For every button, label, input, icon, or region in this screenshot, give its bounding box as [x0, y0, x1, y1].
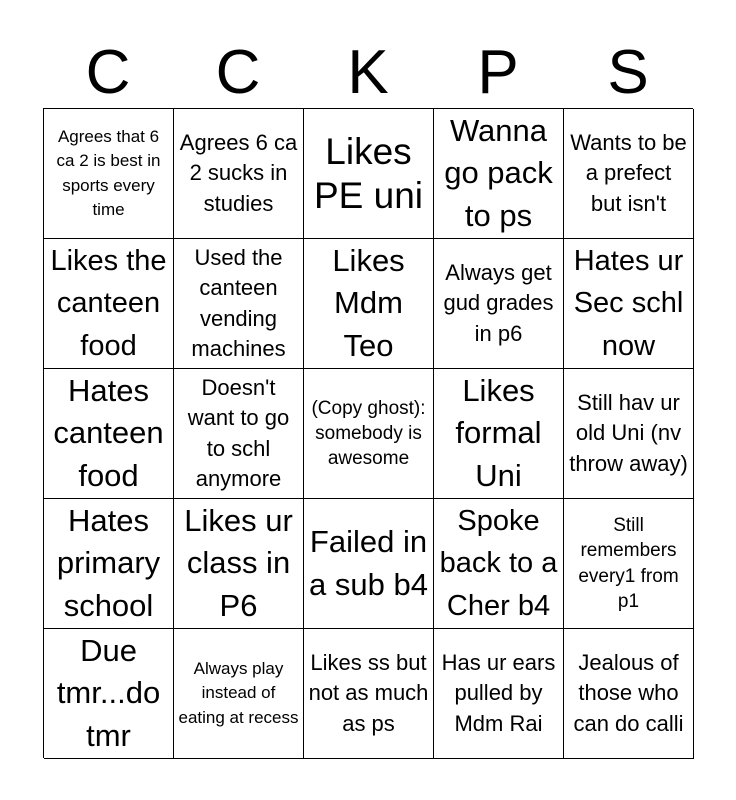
bingo-header: [43, 38, 693, 108]
bingo-cell[interactable]: [304, 369, 434, 499]
header-letter-3: K: [347, 38, 389, 107]
bingo-cell[interactable]: [434, 629, 564, 759]
cell-text: Always play instead of eating at recess: [178, 659, 299, 727]
bingo-cell[interactable]: [564, 239, 694, 369]
bingo-cell[interactable]: [174, 629, 304, 759]
bingo-cell[interactable]: [174, 109, 304, 239]
cell-text: Agrees 6 ca 2 sucks in studies: [179, 129, 298, 216]
cell-text: Hates ur Sec schl now: [573, 245, 684, 362]
bingo-cell[interactable]: [564, 629, 694, 759]
bingo-cell[interactable]: [44, 499, 174, 629]
cell-text: Has ur ears pulled by Mdm Rai: [441, 649, 556, 736]
cell-text: Likes ur class in P6: [184, 503, 293, 623]
cell-text: Still hav ur old Uni (nv throw away): [569, 389, 688, 476]
bingo-cell[interactable]: [174, 369, 304, 499]
cell-text: Doesn't want to go to schl anymore: [187, 374, 290, 491]
bingo-cell[interactable]: [44, 109, 174, 239]
bingo-cell[interactable]: [44, 239, 174, 369]
cell-text: Likes PE uni: [313, 131, 423, 216]
header-letter-2: C: [215, 38, 261, 107]
bingo-cell[interactable]: [434, 239, 564, 369]
bingo-cell[interactable]: [174, 499, 304, 629]
bingo-cell[interactable]: [304, 499, 434, 629]
bingo-cell[interactable]: [304, 629, 434, 759]
header-letter-5: S: [607, 38, 649, 107]
cell-text: Always get gud grades in p6: [443, 259, 554, 346]
header-letter-1: C: [85, 38, 131, 107]
bingo-cell[interactable]: [564, 369, 694, 499]
cell-text: Spoke back to a Cher b4: [439, 505, 558, 622]
bingo-cell[interactable]: [304, 109, 434, 239]
bingo-board: [43, 108, 693, 758]
bingo-cell[interactable]: [44, 629, 174, 759]
header-letter-4: P: [477, 38, 519, 107]
cell-text: Likes ss but not as much as ps: [308, 649, 429, 736]
bingo-cell[interactable]: [564, 109, 694, 239]
cell-text: (Copy ghost): somebody is awesome: [311, 397, 426, 470]
cell-text: Still remembers every1 from p1: [578, 515, 679, 612]
cell-text: Failed in a sub b4: [309, 524, 428, 602]
cell-text: Likes the canteen food: [50, 245, 167, 362]
bingo-cell[interactable]: [304, 239, 434, 369]
cell-text: Hates primary school: [56, 503, 161, 623]
bingo-cell[interactable]: [44, 369, 174, 499]
cell-text: Hates canteen food: [53, 373, 164, 493]
cell-text: Due tmr...do tmr: [56, 633, 161, 753]
cell-text: Likes formal Uni: [455, 373, 542, 493]
bingo-cell[interactable]: [434, 369, 564, 499]
bingo-cell[interactable]: [434, 109, 564, 239]
cell-text: Jealous of those who can do calli: [573, 649, 684, 736]
bingo-cell[interactable]: [564, 499, 694, 629]
bingo-cell[interactable]: [434, 499, 564, 629]
cell-text: Used the canteen vending machines: [191, 244, 286, 361]
bingo-cell[interactable]: [174, 239, 304, 369]
cell-text: Likes Mdm Teo: [332, 243, 405, 363]
cell-text: Wants to be a prefect but isn't: [570, 129, 687, 216]
cell-text: Wanna go pack to ps: [444, 113, 553, 233]
cell-text: Agrees that 6 ca 2 is best in sports every time: [56, 126, 161, 219]
